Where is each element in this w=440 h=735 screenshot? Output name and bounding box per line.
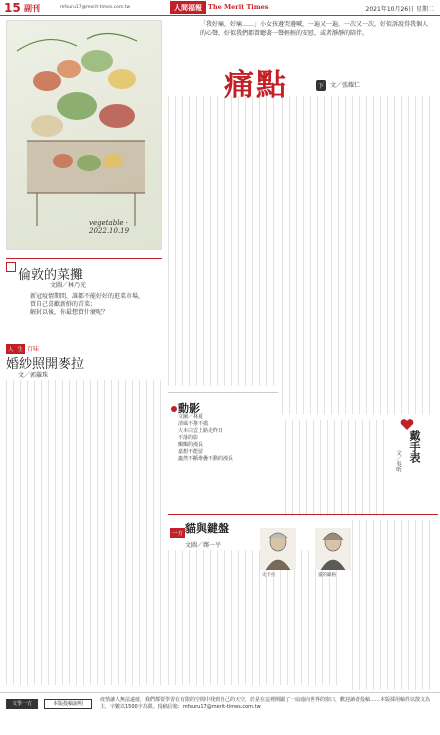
leaf-icon [6, 262, 16, 272]
email-address[interactable]: mfsuru17@merit-times.com.tw [60, 5, 131, 10]
tag-label: 百味 [26, 346, 39, 353]
page-header [0, 0, 440, 16]
feature-quote: 「我好痛，好痛……」小女孩邊哭邊喊，一遍又一遍，一次又一次，好似訴說得我個人的心聲，好似我們都曾聽著一聲輕輕的安慰，或者靜靜的陪伴。 [200, 21, 429, 37]
feature-title: 痛點 [224, 68, 288, 103]
tag-ren: 人 [6, 344, 16, 354]
poem-line: 蟲然不斷堆疊不動的漫長 [178, 456, 234, 462]
poem-line: 清風不推不擋 [178, 421, 209, 427]
dai-body [285, 420, 390, 516]
poem-line: 大本白雲上路走昨日 [178, 428, 224, 434]
footer-submission-badge: 本版投稿說明 [44, 699, 92, 709]
box-poem-line: 新冠疫情期間，誰都不能好好的逛菜市場， [30, 293, 145, 300]
cats-title: 貓與鍵盤 [185, 522, 229, 535]
portrait-fugue [315, 528, 351, 570]
box-poem-line: 買自己喜歡新鮮的青菜； [30, 301, 97, 308]
footer-badge: 文學一方 [6, 699, 38, 709]
poem-line: 燭燭的漫長 [178, 442, 204, 448]
feature-body-left [168, 96, 278, 386]
portrait-fugue-caption: 貓的賦格 [318, 573, 336, 578]
feature-part-badge: 下 [316, 80, 326, 91]
poem-line: 嘉想不能留 [178, 449, 204, 455]
box-poem-byline: 文圖／林乃光 [50, 282, 87, 289]
feature-byline: 文／張耀仁 [330, 82, 361, 89]
dai-byline: 文／吳昕 [395, 450, 401, 472]
masthead-logo: 人間福報 [170, 1, 206, 14]
poem-dongying-title: 動影 [178, 402, 200, 415]
footer-text: 疫情讓人無法遠遊，我們都要學習在有限的空間中找到自己的天空，於是在這裡開闢了一扇通向世界的窗口，歡迎讀者投稿……本版採用稿件以散文為主，字數以1500字為限。投稿信箱：mfsuru17@merit-times.com.tw [100, 697, 431, 710]
divider [168, 514, 438, 515]
painting-signature: vegetable · 2022.10.19 [89, 219, 130, 235]
portrait-scarlatti-caption: 史卡拉 [262, 573, 276, 578]
tag-sheng: 生 [16, 344, 26, 354]
wedding-body [6, 380, 162, 685]
poem-line: 不落的影 [178, 435, 199, 441]
section-tag-yifang: 一方 [170, 520, 185, 539]
page-number: 15 [4, 1, 21, 15]
right-bottom-body [352, 520, 432, 690]
dai-title: 戴手表 [408, 430, 421, 463]
masthead-english: The Merit Times [208, 3, 269, 11]
feature-body-right [282, 96, 432, 414]
wedding-byline: 文／郭羅珠 [18, 372, 49, 379]
cats-byline: 文圖／鄭一平 [185, 542, 222, 549]
box-poem-text [30, 293, 160, 317]
section-title: 副刊 [24, 4, 40, 13]
wedding-title: 婚紗照開麥拉 [6, 357, 85, 372]
portrait-scarlatti [260, 528, 296, 570]
cats-body [168, 550, 338, 685]
box-poem-title: 倫敦的菜攤 [18, 268, 84, 283]
box-poem-line: 解封以後，你最想買什麼呢？ [30, 309, 109, 316]
decorative-icon [170, 398, 178, 417]
issue-date: 2021年10月26日 星期二 [365, 6, 434, 13]
vegetable-painting [6, 20, 162, 250]
poem-line: 文圖／林夏 [178, 414, 204, 420]
poem-dongying-text [178, 414, 233, 463]
